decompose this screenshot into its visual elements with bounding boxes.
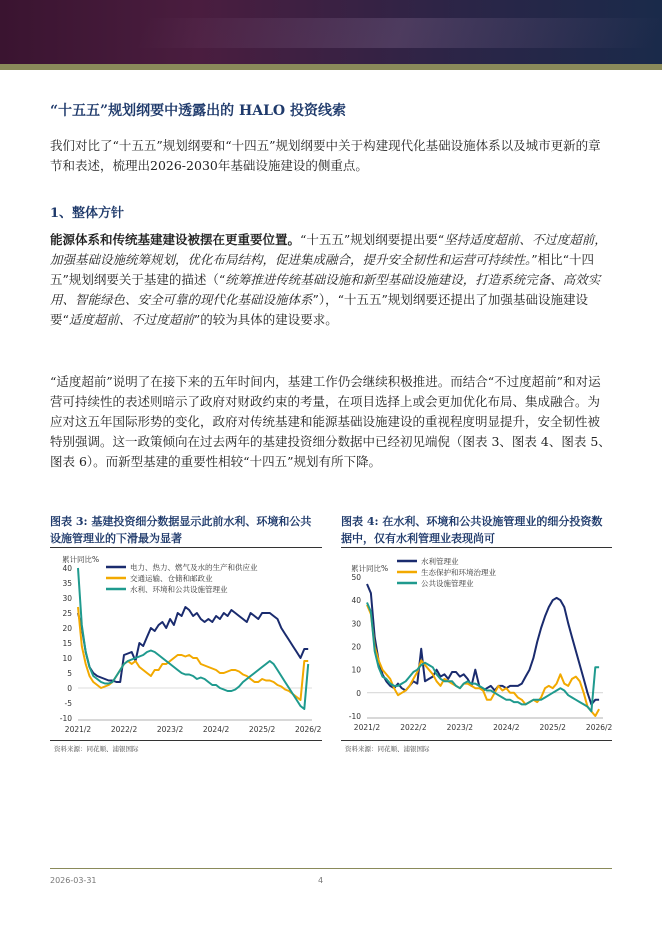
y-tick-label: 0 [356,688,361,698]
series-line-3 [367,603,599,712]
y-tick-label: 35 [62,579,72,588]
x-tick-label: 2023/2 [156,725,184,734]
y-tick-label: -10 [348,712,361,721]
y-tick-label: 0 [67,684,72,693]
series-line-2 [78,607,308,700]
x-tick-label: 2022/2 [110,725,138,734]
y-tick-label: 10 [351,665,361,675]
figure-4-caption: 在水利、环境和公共设施管理业的细分投资数据中，仅有水利管理业表现尚可 [341,515,603,545]
footer-rule [50,868,612,869]
x-tick-label: 2022/2 [400,723,427,732]
legend-label: 电力、热力、燃气及水的生产和供应业 [130,563,258,572]
page-number: 4 [318,876,324,885]
y-tick-label: 40 [62,564,72,573]
legend-label: 生态保护和环境治理业 [421,568,496,577]
x-tick-label: 2021/2 [64,725,92,734]
figure-4-title [341,513,612,547]
x-tick-label: 2021/2 [353,723,381,732]
footer-date: 2026-03-31 [50,876,97,885]
y-tick-label: 30 [351,619,361,629]
paragraph-1-quote-c: 适度超前、不过度超前 [68,312,194,327]
legend-label: 水利管理业 [421,557,459,566]
paragraph-2: “适度超前”说明了在接下来的五年时间内，基建工作仍会继续积极推进。而结合“不过度超前”和对运营可持续性的表述则暗示了政府对财政约束的考量，在项目选择上或会更加优化布局、集成融合。为应对这五年国际形势的变化，政府对传统基建和能源基础设施建设的重视程度明显提升，安全韧性被特别强调。这一政策倾向在过去两年的基建投资细分数据中已经初见端倪（图表 3、图表 4、图表 5、图表 6）。而新型基建的重要性相较“十四五”规划有所下降。 [50,374,611,469]
y-axis-label: 累计同比% [62,555,100,564]
figure-3-caption: 基建投资细分数据显示此前水利、环境和公共设施管理业的下滑最为显著 [50,515,312,545]
paragraph-1-text-b: ”相比“十四五”规划纲要关于基建的描述（“ [50,252,595,287]
paragraph-1-text-a: “十五五”规划纲要提出要“ [300,232,445,247]
y-tick-label: 20 [351,642,361,652]
x-tick-label: 2025/2 [539,723,566,732]
legend-label: 公共设施管理业 [421,579,474,588]
x-tick-label: 2024/2 [493,723,520,732]
y-tick-label: 25 [62,609,72,618]
paragraph-1-text-c: ”），“十五五”规划纲要还提出了加强基础设施建设要“ [50,292,588,327]
y-tick-label: 15 [62,639,72,648]
y-tick-label: 40 [351,596,361,606]
y-tick-label: 5 [67,669,72,678]
x-tick-label: 2023/2 [446,723,474,732]
figure-4-rule [341,547,612,548]
legend-label: 水利、环境和公共设施管理业 [130,585,228,594]
series-line-2 [367,605,599,716]
figure-4-bottom-rule [341,740,612,741]
y-tick-label: 50 [351,573,361,582]
x-tick-label: 2026/2 [294,725,322,734]
y-tick-label: -10 [59,714,72,723]
y-axis-label: 累计同比% [351,564,389,573]
paragraph-1-lead: 能源体系和传统基建建设被摆在更重要位置。 [50,232,301,247]
section-heading: 1、整体方针 [50,206,125,221]
figure-3-title [50,513,322,547]
x-tick-label: 2026/2 [585,723,612,732]
figure-3-label: 图表 3: [50,515,88,528]
series-line-1 [78,607,308,682]
figure-4-label: 图表 4: [341,515,379,528]
figure-4-source: 资料来源：同花顺、浦银国际 [345,745,430,753]
paragraph-1-quote-a: 坚持适度超前、不过度超前，加强基础设施统筹规划，优化布局结构，促进集成融合，提升安全韧性和运营可持续性。 [50,232,607,267]
figure-3-source: 资料来源：同花顺、浦银国际 [54,745,139,753]
legend-label: 交通运输、仓储和邮政业 [130,574,213,583]
header-banner [0,0,662,70]
y-tick-label: 20 [62,624,72,633]
y-tick-label: -5 [64,699,72,708]
banner-decoration [135,18,662,48]
figure-4-chart [341,550,612,740]
figure-3-bottom-rule [50,740,322,741]
paragraph-1-text-d: ”的较为具体的建设要求。 [193,312,338,327]
paragraph-1-quote-b: 统筹推进传统基础设施和新型基础设施建设，打造系统完备、高效实用、智能绿色、安全可靠的现代化基础设施体系 [50,272,601,307]
figure-3-chart [50,550,322,740]
banner-stripe [0,64,662,70]
series-line-1 [367,584,599,704]
intro-paragraph: 我们对比了“十五五”规划纲要和“十四五”规划纲要中关于构建现代化基础设施体系以及城市更新的章节和表述，梳理出2026-2030年基础设施建设的侧重点。 [50,138,601,173]
y-tick-label: 10 [62,654,72,663]
page-title: “十五五”规划纲要中透露出的 HALO 投资线索 [50,103,346,119]
x-tick-label: 2024/2 [202,725,230,734]
y-tick-label: 30 [62,594,72,603]
paragraph-1 [50,230,612,330]
figure-3-rule [50,547,322,548]
x-tick-label: 2025/2 [248,725,276,734]
